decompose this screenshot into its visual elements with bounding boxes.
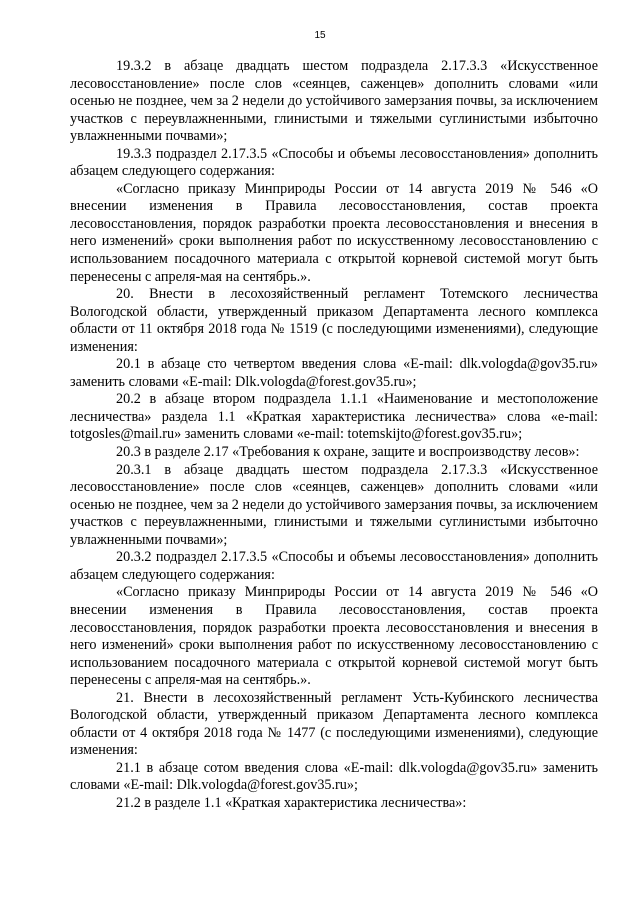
page-number: 15 xyxy=(314,30,326,41)
quote-paragraph: «Согласно приказу Минприроды России от 14 августа 2019 № 546 «О внесении изменения в Правила лесовосстановления, состав проекта лесовосстановления, порядок разработки проекта лесовосстановления и внесения в него изменений» сроки выполнения работ по искусственному лесовосстановлению с использованием посадочного материала с открытой корневой системой могут быть перенесены с апреля-мая на сентябрь.». xyxy=(70,180,598,285)
document-body xyxy=(70,58,598,813)
paragraph-21-2: 21.2 в разделе 1.1 «Краткая характеристика лесничества»: xyxy=(116,794,467,811)
paragraph-20-3-1: 20.3.1 в абзаце двадцать шестом подраздела 2.17.3.3 «Искусственное лесовосстановление» после слов «сеянцев, саженцев» дополнить словами «или осенью не позднее, чем за 2 недели до устойчивого замерзания почвы, за исключением участков с переувлажненными, глинистыми и тяжелыми суглинистыми избыточно увлажненными почвами»; xyxy=(70,461,598,548)
paragraph-20-1: 20.1 в абзаце сто четвертом введения слова «E-mail: dlk.vologda@gov35.ru» заменить словами «E-mail: Dlk.vologda@forest.gov35.ru»; xyxy=(70,356,598,390)
quote-paragraph: «Согласно приказу Минприроды России от 14 августа 2019 № 546 «О внесении изменения в Правила лесовосстановления, состав проекта лесовосстановления, порядок разработки проекта лесовосстановления и внесения в него изменений» сроки выполнения работ по искусственному лесовосстановлению с использованием посадочного материала с открытой корневой системой могут быть перенесены с апреля-мая на сентябрь.». xyxy=(70,584,598,689)
paragraph-21-1: 21.1 в абзаце сотом введения слова «E-mail: dlk.vologda@gov35.ru» заменить словами «E-mail: Dlk.vologda@forest.gov35.ru»; xyxy=(70,759,598,794)
paragraph-20-2: 20.2 в абзаце втором подраздела 1.1.1 «Наименование и местоположение лесничества» раздела 1.1 «Краткая характеристика лесничества» слова «e-mail: totgosles@mail.ru» заменить словами «e-mail: totemskijto@forest.gov35.ru»; xyxy=(70,391,598,443)
paragraph-19-3-3: 19.3.3 подраздел 2.17.3.5 «Способы и объемы лесовосстановления» дополнить абзацем следующего содержания: xyxy=(70,145,598,180)
paragraph-21: 21. Внести в лесохозяйственный регламент Усть-Кубинского лесничества Вологодской области, утвержденный приказом Департамента лесного комплекса области от 4 октября 2018 года № 1477 (с последующими изменениями), следующие изменения: xyxy=(70,689,598,759)
paragraph-20-3-2: 20.3.2 подраздел 2.17.3.5 «Способы и объемы лесовосстановления» дополнить абзацем следующего содержания: xyxy=(70,549,598,583)
paragraph-19-3-2: 19.3.2 в абзаце двадцать шестом подраздела 2.17.3.3 «Искусственное лесовосстановление» после слов «сеянцев, саженцев» дополнить словами «или осенью не позднее, чем за 2 недели до устойчивого замерзания почвы, за исключением участков с переувлажненными, глинистыми и тяжелыми суглинистыми избыточно увлажненными почвами»; xyxy=(70,58,598,145)
paragraph-20: 20. Внести в лесохозяйственный регламент Тотемского лесничества Вологодской области, утвержденный приказом Департамента лесного комплекса области от 11 октября 2018 года № 1519 (с последующими изменениями), следующие изменения: xyxy=(70,286,598,355)
paragraph-20-3: 20.3 в разделе 2.17 «Требования к охране, защите и воспроизводству лесов»: xyxy=(116,444,580,461)
